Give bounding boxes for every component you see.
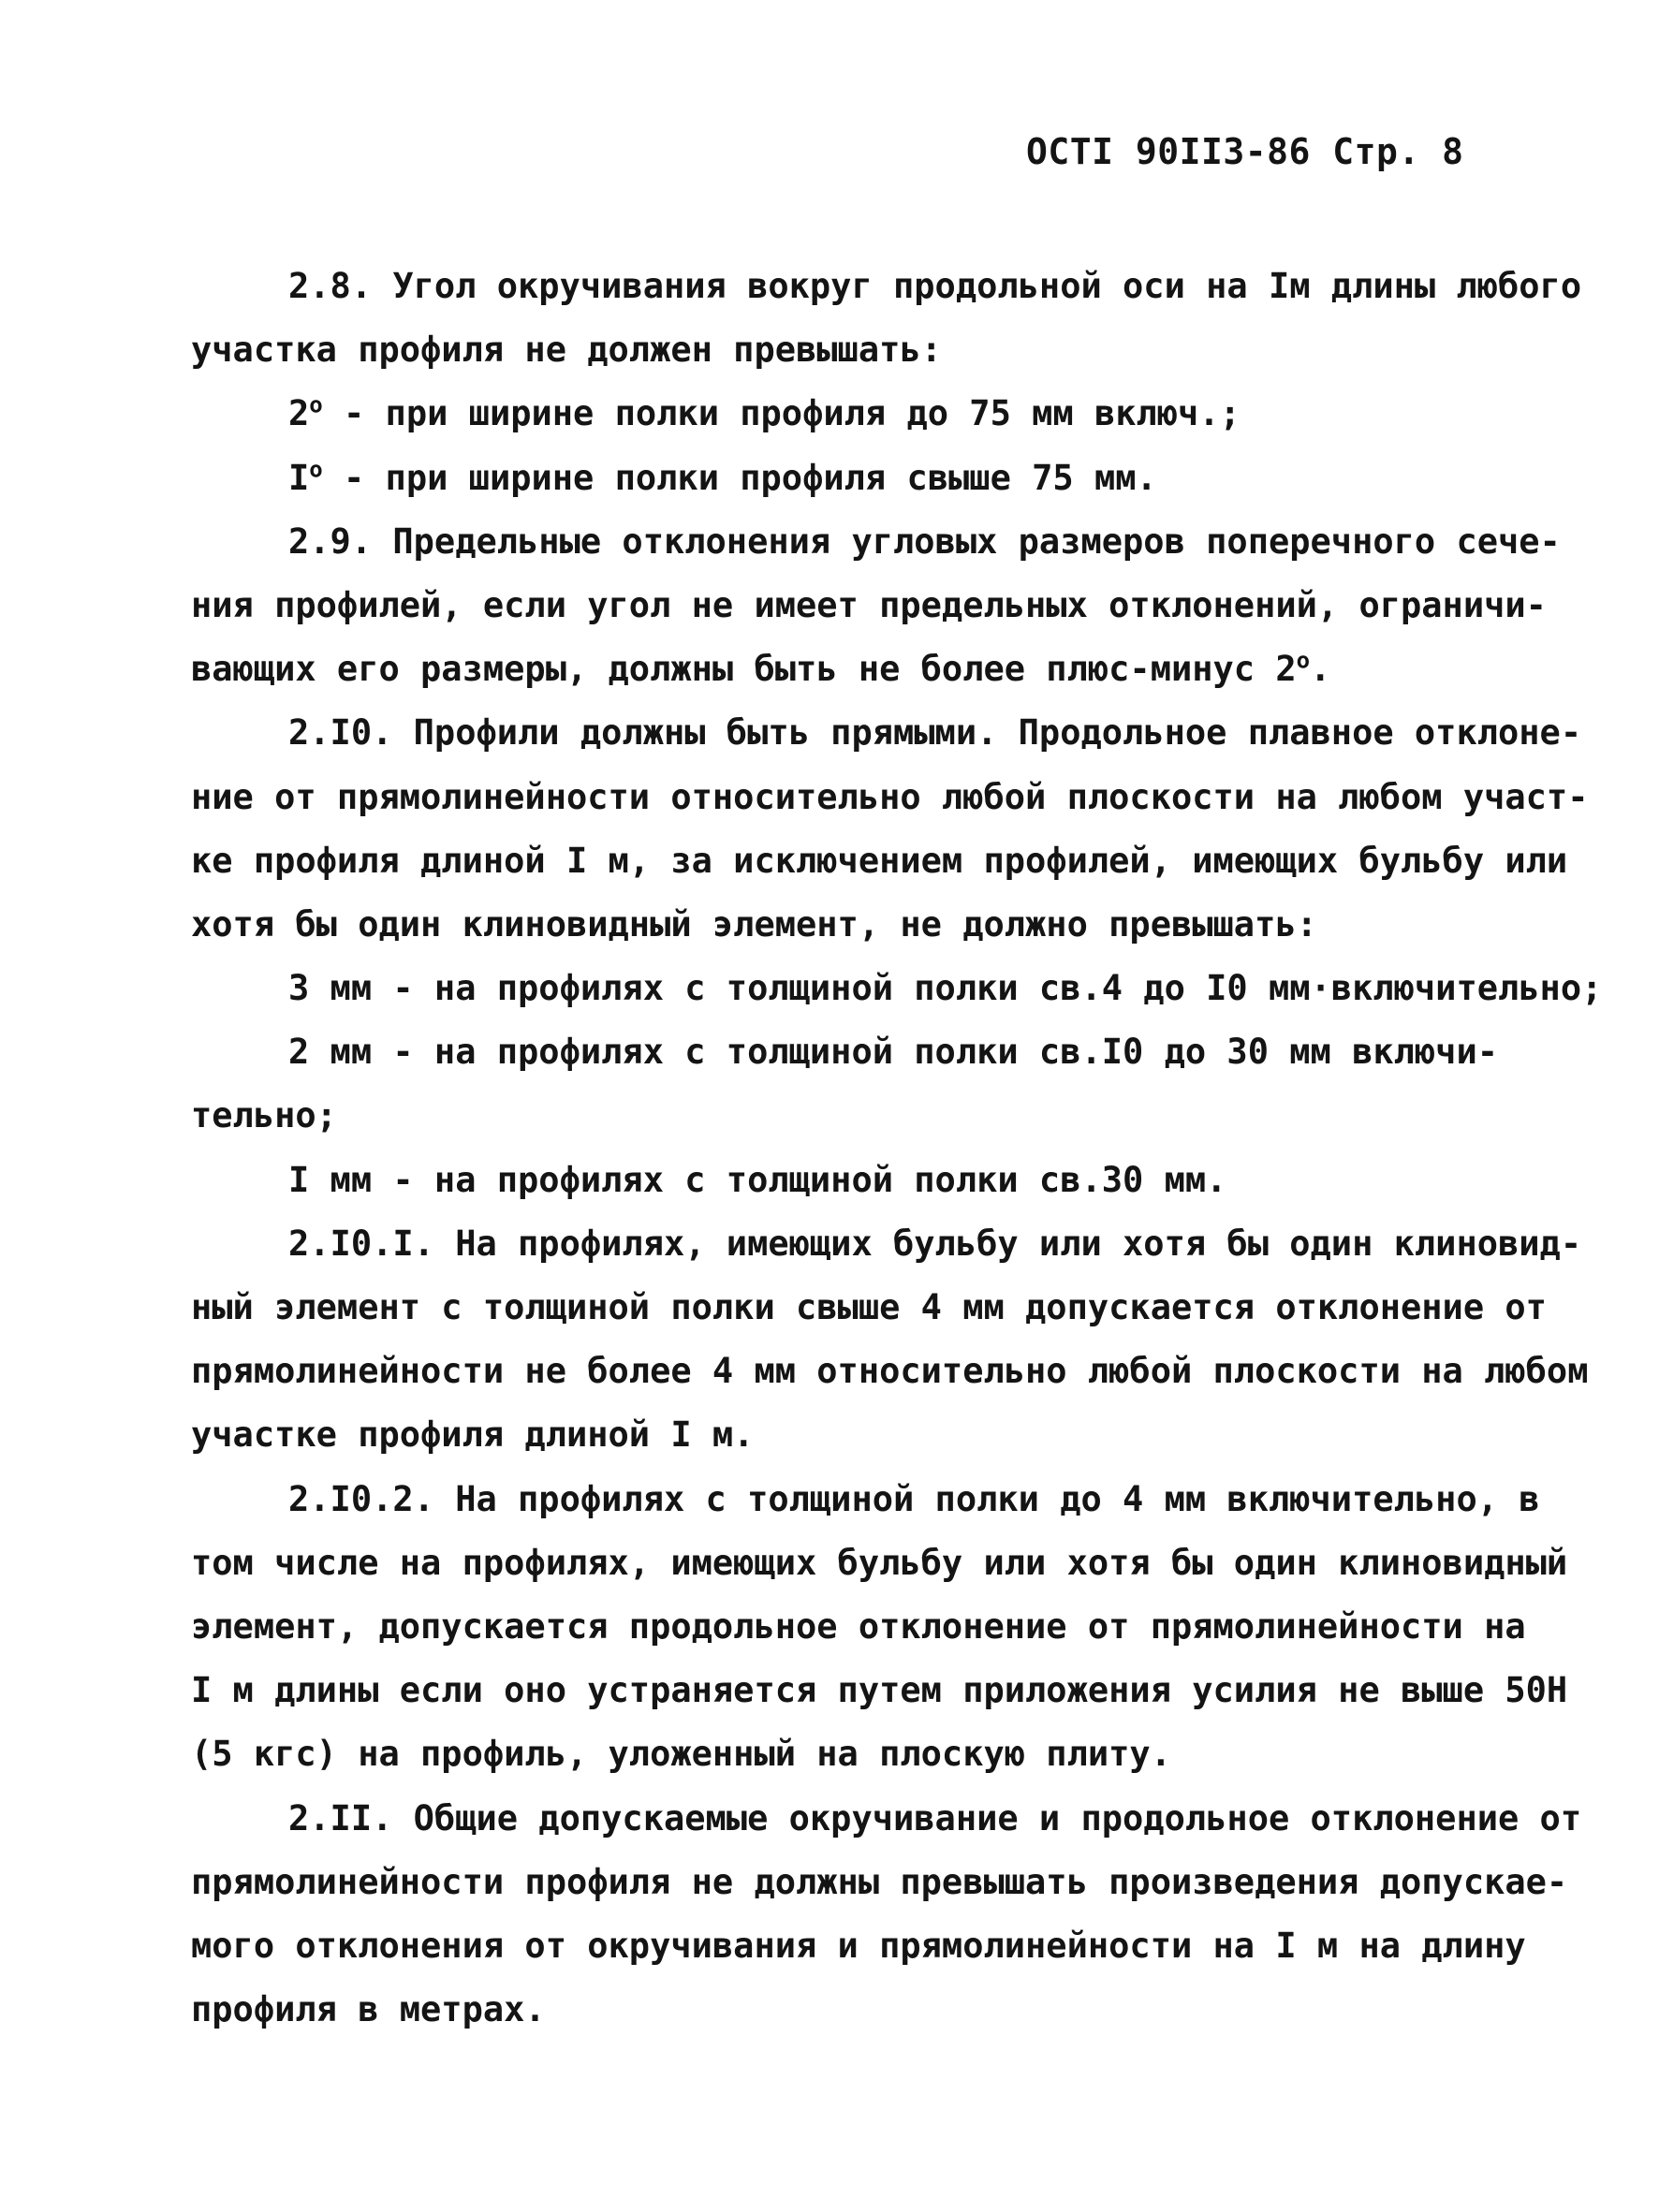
text-line: I мм - на профилях с толщиной полки св.30 мм. [288, 1159, 1227, 1200]
text-line: прямолинейности не более 4 мм относительно любой плоскости на любом [191, 1351, 1589, 1392]
text-line [0, 637, 1659, 701]
text-line: 3 мм - на профилях с толщиной полки св.4 до I0 мм·включительно; [288, 968, 1603, 1009]
text-line: том числе на профилях, имеющих бульбу или хотя бы один клиновидный [191, 1542, 1568, 1583]
degree-superscript: о [309, 392, 323, 419]
text-line: участке профиля длиной I м. [191, 1414, 755, 1456]
text-line: прямолинейности профиля не должны превышать произведения допускае- [191, 1861, 1568, 1902]
text-line: элемент, допускается продольное отклонение от прямолинейности на [191, 1605, 1526, 1647]
document-body [0, 255, 1659, 2042]
text-line: 2.9. Предельные отклонения угловых размеров поперечного сече- [288, 520, 1561, 562]
text-segment: 2 [288, 393, 310, 434]
text-line: хотя бы один клиновидный элемент, не должно превышать: [191, 903, 1317, 945]
text-line: ния профилей, если угол не имеет предельных отклонений, ограничи- [191, 584, 1547, 625]
text-line: I м длины если оно устраняется путем приложения усилия не выше 50Н [191, 1670, 1568, 1711]
text-line: 2.8. Угол окручивания вокруг продольной оси на Iм длины любого [288, 266, 1582, 306]
page-header: ОСТI 90II3-86 Стр. 8 [1026, 131, 1464, 172]
text-line: участка профиля не должен превышать: [191, 330, 942, 371]
text-line [0, 447, 1659, 510]
text-line: 2.I0.I. На профилях, имеющих бульбу или хотя бы один клиновид- [288, 1223, 1582, 1264]
text-line: мого отклонения от окручивания и прямолинейности на I м на длину [191, 1925, 1526, 1966]
text-segment: вающих его размеры, должны быть не более плюс-минус 2 [191, 649, 1297, 690]
text-line: 2.I0. Профили должны быть прямыми. Продольное плавное отклоне- [288, 712, 1582, 754]
text-line: ке профиля длиной I м, за исключением профилей, имеющих бульбу или [191, 840, 1568, 881]
text-line: профиля в метрах. [191, 1989, 546, 2030]
text-segment: - при ширине полки профиля свыше 75 мм. [322, 457, 1157, 498]
degree-superscript: о [309, 456, 323, 483]
text-segment: - при ширине полки профиля до 75 мм включ.; [322, 393, 1241, 434]
text-line: тельно; [191, 1095, 337, 1136]
text-line [0, 382, 1659, 446]
text-line: (5 кгс) на профиль, уложенный на плоскую плиту. [191, 1734, 1171, 1775]
text-segment: . [1310, 649, 1331, 690]
text-line: ние от прямолинейности относительно любой плоскости на любом участ- [191, 776, 1589, 817]
text-segment: I [288, 457, 310, 498]
text-line: 2.II. Общие допускаемые окручивание и продольное отклонение от [288, 1797, 1582, 1838]
degree-superscript: о [1296, 647, 1311, 674]
text-line: 2.I0.2. На профилях с толщиной полки до 4 мм включительно, в [288, 1478, 1540, 1519]
text-line: ный элемент с толщиной полки свыше 4 мм допускается отклонение от [191, 1287, 1547, 1327]
text-line: 2 мм - на профилях с толщиной полки св.I0 до 30 мм включи- [288, 1032, 1499, 1073]
